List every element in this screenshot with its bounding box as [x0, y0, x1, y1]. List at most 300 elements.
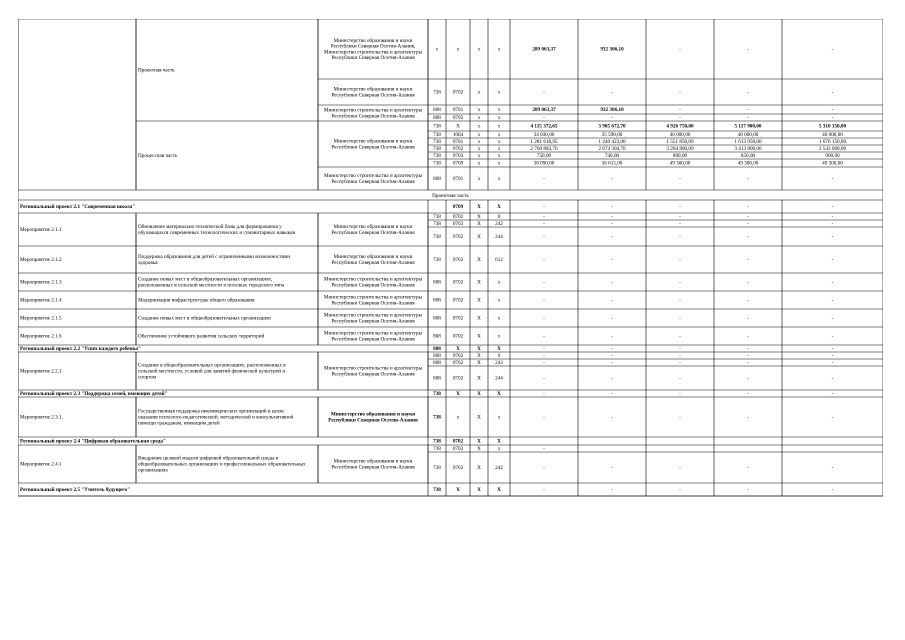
grbs-cell: 738	[433, 139, 441, 146]
value-cell: -	[543, 446, 545, 453]
value-cell: 34 030,00	[533, 132, 555, 139]
value-cell: 3 264 800,00	[666, 146, 694, 153]
grbs-cell: 808	[433, 375, 441, 382]
rzpr-cell: 0702	[452, 257, 464, 264]
value-cell: 49 300,00	[669, 160, 691, 167]
responsible-executor: Министерство образования и науки Республики Северная Осетия-Алания	[331, 254, 415, 266]
vr-cell: х	[497, 315, 501, 322]
csr-cell: Х	[477, 360, 481, 367]
value-cell: -	[679, 353, 681, 360]
measure-name: Мероприятие 2.2.1	[20, 368, 62, 375]
value-cell: 289 063,37	[532, 46, 556, 53]
value-cell: -	[679, 89, 681, 96]
value-cell: -	[611, 315, 613, 322]
csr-cell: Х	[477, 353, 481, 360]
csr-cell: х	[477, 46, 481, 53]
project-title: Региональный проект 2.1 "Современная школа"	[20, 204, 136, 211]
value-cell: -	[831, 297, 834, 304]
value-cell: 1 281 618,95	[530, 139, 558, 146]
value-cell: 1 613 950,00	[734, 139, 762, 146]
grbs-cell: 738	[433, 234, 441, 241]
value-cell: -	[747, 315, 749, 322]
csr-cell: Х	[477, 414, 481, 421]
value-cell: -	[543, 353, 545, 360]
csr-cell: Х	[477, 465, 481, 472]
vr-cell: х	[497, 89, 501, 96]
csr-cell: Х	[477, 204, 481, 211]
value-cell: 932 306,10	[600, 107, 624, 114]
vr-cell: х	[497, 146, 501, 153]
value-cell: -	[747, 46, 749, 53]
value-cell: -	[831, 257, 834, 264]
rzpr-cell: 0702	[452, 115, 464, 122]
value-cell: -	[543, 333, 545, 340]
value-cell: 49 300,00	[822, 160, 843, 167]
value-cell: -	[747, 333, 749, 340]
value-cell: 1 551 850,00	[666, 139, 694, 146]
measure-name: Мероприятие 2.1.1	[20, 227, 62, 234]
value-cell: -	[679, 315, 681, 322]
responsible-executor: Министерство строительства и архитектуры Республики Северная Осетия-Алания	[323, 294, 423, 307]
value-cell: -	[611, 333, 613, 340]
value-cell: -	[679, 487, 681, 494]
value-cell: -	[679, 221, 681, 228]
value-cell: -	[747, 465, 749, 472]
value-cell: -	[747, 487, 749, 494]
value-cell: -	[611, 214, 613, 221]
value-cell: -	[679, 107, 681, 114]
value-cell: -	[679, 279, 681, 286]
responsible-executor: Министерство строительства и архитектуры Республики Северная Осетия-Алания	[323, 173, 423, 185]
grbs-cell: 738	[433, 153, 441, 160]
measure-description: Внедрение целевой модели цифровой образовательной среды в общеобразовательных организациях и профессиональных образовательных организациях	[138, 455, 306, 474]
vr-cell: 242	[495, 221, 503, 228]
value-cell: -	[611, 89, 613, 96]
rzpr-cell: 0703	[452, 153, 464, 160]
grbs-cell: 808	[433, 279, 441, 286]
vr-cell: х	[497, 176, 501, 183]
vr-cell: х	[497, 333, 501, 340]
rzpr-cell: 0702	[452, 214, 464, 221]
rzpr-cell: х	[456, 414, 460, 421]
rzpr-cell: 0702	[452, 438, 464, 445]
vr-cell: 0	[497, 353, 501, 360]
value-cell: 4 926 750,00	[666, 123, 694, 130]
rzpr-cell: Х	[456, 391, 460, 398]
csr-cell: х	[477, 176, 481, 183]
measure-name: Мероприятие 2.1.5	[20, 315, 62, 322]
value-cell: -	[831, 46, 834, 53]
rzpr-cell: 0701	[452, 176, 464, 183]
grbs-cell: 738	[433, 89, 441, 96]
csr-cell: Х	[477, 346, 481, 353]
grbs-cell: х	[435, 46, 439, 53]
grbs-cell: 808	[433, 115, 441, 122]
value-cell: -	[747, 414, 749, 421]
value-cell: -	[543, 375, 545, 382]
measure-name: Мероприятие 2.4.1	[20, 461, 62, 468]
value-cell: 35 590,00	[601, 132, 623, 139]
value-cell: -	[679, 46, 681, 53]
value-cell: -	[831, 221, 834, 228]
csr-cell: Х	[477, 257, 481, 264]
vr-cell: 612	[495, 257, 503, 264]
vr-cell: х	[497, 446, 501, 453]
value-cell: -	[831, 465, 834, 472]
grbs-cell: 808	[433, 353, 441, 360]
value-cell: -	[831, 333, 834, 340]
value-cell: -	[611, 234, 613, 241]
value-cell: -	[611, 375, 613, 382]
value-cell: 750,00	[536, 153, 552, 160]
responsible-executor: Министерство образования и науки Республики Северная Осетия-Алания	[331, 458, 415, 471]
value-cell: -	[611, 297, 613, 304]
value-cell: -	[679, 257, 681, 264]
value-cell: -	[611, 257, 613, 264]
value-cell: -	[611, 391, 613, 398]
csr-cell: Х	[477, 221, 481, 228]
value-cell: -	[747, 346, 749, 353]
csr-cell: х	[477, 107, 481, 114]
value-cell: -	[611, 204, 613, 211]
vr-cell: Х	[497, 346, 501, 353]
project-title: Региональный проект 2.3 "Поддержка семей, имеющих детей"	[20, 391, 168, 398]
measure-description: Процессная часть	[138, 153, 178, 160]
vr-cell: х	[497, 297, 501, 304]
value-cell: -	[831, 375, 834, 382]
value-cell: -	[543, 297, 545, 304]
value-cell: -	[611, 465, 613, 472]
csr-cell: Х	[477, 391, 481, 398]
csr-cell: х	[477, 115, 481, 122]
value-cell: -	[679, 204, 681, 211]
vr-cell: 242	[495, 465, 503, 472]
measure-description: Создание в общеобразовательных организациях, расположенных в сельской местности, условий для занятий физической культурой и спортом	[138, 362, 286, 381]
value-cell: -	[679, 297, 681, 304]
value-cell: -	[543, 176, 545, 183]
value-cell: -	[543, 414, 545, 421]
value-cell: -	[543, 214, 545, 221]
value-cell: -	[543, 346, 545, 353]
rzpr-cell: 0701	[452, 107, 464, 114]
value-cell: -	[543, 315, 545, 322]
grbs-cell: 738	[433, 221, 441, 228]
value-cell: -	[831, 353, 834, 360]
value-cell: -	[831, 107, 834, 114]
project-title: Региональный проект 2.4 "Цифровая образовательная среда"	[20, 438, 166, 445]
csr-cell: Х	[477, 446, 481, 453]
responsible-executor: Министерство образования и науки Республики Северная Осетия-Алания	[328, 411, 418, 424]
value-cell: -	[747, 257, 749, 264]
rzpr-cell: 0702	[452, 234, 464, 241]
grbs-cell: 738	[433, 487, 441, 494]
measure-description: Создание новых мест в общеобразовательных организациях	[138, 315, 272, 322]
rzpr-cell: 0702	[452, 465, 464, 472]
section-title: Проектная часть	[432, 192, 469, 199]
measure-description: Модернизация инфраструктуры общего образования	[138, 297, 255, 304]
vr-cell: х	[497, 414, 501, 421]
value-cell: 740,00	[604, 153, 620, 160]
value-cell: -	[611, 353, 613, 360]
grbs-cell: 738	[433, 414, 441, 421]
value-cell: -	[831, 391, 834, 398]
rzpr-cell: 0709	[452, 204, 464, 211]
value-cell: 850,00	[740, 153, 756, 160]
value-cell: 4 115 372,65	[530, 123, 558, 130]
value-cell: -	[831, 89, 834, 96]
value-cell: 3 413 800,00	[734, 146, 762, 153]
value-cell: -	[831, 414, 834, 421]
value-cell: -	[611, 279, 613, 286]
csr-cell: Х	[477, 297, 481, 304]
value-cell: -	[831, 315, 834, 322]
vr-cell: Х	[497, 204, 501, 211]
value-cell: -	[747, 353, 749, 360]
rzpr-cell: 0702	[452, 353, 464, 360]
value-cell: 932 306,10	[600, 46, 624, 53]
csr-cell: Х	[477, 234, 481, 241]
value-cell: 800,00	[672, 153, 688, 160]
grbs-cell: 738	[433, 465, 441, 472]
measure-name: Мероприятие 2.1.3	[20, 279, 62, 286]
vr-cell: Х	[497, 391, 501, 398]
value-cell: -	[831, 346, 834, 353]
measure-description: Поддержка образования для детей с ограниченными возможностями здоровья	[138, 254, 290, 266]
value-cell: 3 543 600,00	[818, 146, 847, 153]
measure-description: Проектная часть	[138, 67, 175, 74]
responsible-executor: Министерство образования и науки Республики Северная Осетия-Алания	[331, 224, 415, 236]
grbs-cell: 738	[433, 123, 441, 130]
value-cell: -	[611, 115, 613, 122]
csr-cell: Х	[477, 214, 481, 221]
value-cell: 5 310 150,00	[818, 123, 847, 130]
csr-cell: Х	[477, 315, 481, 322]
grbs-cell: 738	[433, 132, 441, 139]
value-cell: -	[543, 257, 545, 264]
csr-cell: Х	[477, 279, 481, 286]
grbs-cell: 808	[433, 360, 441, 367]
vr-cell: х	[497, 123, 501, 130]
value-cell: 900,00	[825, 153, 840, 160]
measure-name: Мероприятие 2.1.4	[20, 297, 62, 304]
value-cell: -	[543, 465, 545, 472]
grbs-cell: 808	[433, 297, 441, 304]
grbs-cell: 808	[433, 107, 441, 114]
csr-cell: Х	[477, 375, 481, 382]
grbs-cell: 738	[433, 214, 441, 221]
rzpr-cell: 0701	[452, 139, 464, 146]
value-cell: -	[611, 221, 613, 228]
vr-cell: Х	[497, 487, 501, 494]
vr-cell: х	[497, 115, 501, 122]
value-cell: -	[611, 176, 613, 183]
value-cell: -	[747, 391, 749, 398]
vr-cell: х	[497, 139, 501, 146]
value-cell: -	[611, 487, 613, 494]
measure-description: Создание новых мест в общеобразовательных организациях, расположенных в сельской местности и поселках городского типа	[138, 276, 285, 289]
value-cell: -	[611, 346, 613, 353]
vr-cell: 244	[495, 234, 503, 241]
value-cell: -	[543, 221, 545, 228]
value-cell: -	[831, 214, 834, 221]
value-cell: -	[831, 234, 834, 241]
responsible-executor: Министерство строительства и архитектуры Республики Северная Осетия-Алания	[323, 276, 423, 289]
value-cell: -	[747, 115, 749, 122]
responsible-executor: Министерство образования и науки Республики Северная Осетия-Алания	[331, 138, 415, 151]
measure-description: Государственная поддержка некоммерческих организаций в целях оказания психолого-педагогической, методической и консультативной помощи гражданам, имеющим детей	[138, 408, 294, 427]
value-cell: -	[679, 115, 681, 122]
table-grid	[18, 19, 883, 575]
responsible-executor: Министерство образования и науки Республики Северная Осетия-Алания	[331, 86, 415, 99]
value-cell: -	[543, 204, 545, 211]
responsible-executor: Министерство строительства и архитектуры Республики Северная Осетия-Алания	[323, 330, 423, 343]
value-cell: -	[747, 360, 749, 367]
value-cell: -	[679, 176, 681, 183]
value-cell: -	[747, 279, 749, 286]
rzpr-cell: х	[456, 46, 460, 53]
rzpr-cell: 0702	[452, 446, 464, 453]
rzpr-cell: 0702	[452, 221, 464, 228]
grbs-cell: 738	[433, 438, 441, 445]
value-cell: -	[679, 234, 681, 241]
project-title: Региональный проект 2.5 "Учитель будущего"	[20, 487, 130, 494]
vr-cell: 244	[495, 375, 503, 382]
vr-cell: 0	[497, 214, 501, 221]
value-cell: -	[543, 487, 545, 494]
value-cell: -	[747, 176, 749, 183]
vr-cell: х	[497, 279, 501, 286]
value-cell: 2 760 883,70	[530, 146, 558, 153]
rzpr-cell: 0702	[452, 375, 464, 382]
value-cell: 40 000,00	[669, 132, 691, 139]
value-cell: -	[831, 487, 834, 494]
rzpr-cell: Х	[456, 487, 460, 494]
rzpr-cell: 0702	[452, 315, 464, 322]
responsible-executor: Министерство строительства и архитектуры Республики Северная Осетия-Алания	[323, 312, 423, 325]
csr-cell: Х	[477, 333, 481, 340]
value-cell: -	[679, 360, 681, 367]
grbs-cell: 808	[433, 176, 441, 183]
grbs-cell: 738	[433, 160, 441, 167]
value-cell: -	[543, 279, 545, 286]
value-cell: 49 300,00	[737, 160, 759, 167]
value-cell: -	[831, 360, 834, 367]
rzpr-cell: 0702	[452, 360, 464, 367]
grbs-cell: 738	[433, 257, 441, 264]
value-cell: -	[831, 176, 834, 183]
value-cell: 5 117 900,00	[734, 123, 762, 130]
value-cell: -	[679, 375, 681, 382]
grbs-cell: 808	[433, 333, 441, 340]
grbs-cell: 738	[433, 391, 441, 398]
rzpr-cell: 1004	[452, 132, 464, 139]
value-cell: 40 000,00	[822, 132, 843, 139]
rzpr-cell: 0702	[452, 146, 464, 153]
value-cell: -	[831, 115, 834, 122]
csr-cell: х	[477, 153, 481, 160]
value-cell: -	[747, 221, 749, 228]
value-cell: -	[543, 89, 545, 96]
value-cell: -	[747, 204, 749, 211]
value-cell: 2 674 304,70	[598, 146, 626, 153]
value-cell: -	[611, 414, 613, 421]
value-cell: -	[747, 234, 749, 241]
value-cell: -	[543, 115, 545, 122]
value-cell: 38 090,00	[533, 160, 555, 167]
value-cell: -	[747, 89, 749, 96]
vr-cell: х	[497, 107, 501, 114]
value-cell: 36 615,00	[601, 160, 623, 167]
csr-cell: х	[477, 89, 481, 96]
grbs-cell: 738	[433, 146, 441, 153]
rzpr-cell: Х	[456, 123, 460, 130]
value-cell: -	[747, 297, 749, 304]
rzpr-cell: 0702	[452, 89, 464, 96]
value-cell: -	[543, 360, 545, 367]
responsible-executor: Министерство строительства и архитектуры Республики Северная Осетия-Алания	[323, 107, 423, 120]
csr-cell: х	[477, 132, 481, 139]
value-cell: -	[543, 234, 545, 241]
project-title: Региональный проект 2.2 "Успех каждого ребенка"	[20, 346, 141, 353]
csr-cell: х	[477, 123, 481, 130]
vr-cell: 243	[495, 360, 503, 367]
value-cell: -	[679, 465, 681, 472]
value-cell: -	[679, 414, 681, 421]
rzpr-cell: Х	[456, 346, 460, 353]
vr-cell: х	[497, 153, 501, 160]
vr-cell: х	[497, 46, 501, 53]
csr-cell: Х	[477, 438, 481, 445]
responsible-executor: Министерство образования и науки Республики Северная Осетия-Алания, Министерство строительства и архитектуры Республики Северная Осетия-Алания	[323, 38, 423, 61]
value-cell: 1 240 423,00	[598, 139, 626, 146]
grbs-cell: 808	[433, 315, 441, 322]
value-cell: -	[679, 214, 681, 221]
vr-cell: х	[497, 160, 501, 167]
measure-name: Мероприятие 2.1.6	[20, 333, 62, 340]
grbs-cell: 738	[433, 446, 441, 453]
measure-name: Мероприятие 2.3.1.	[20, 414, 63, 421]
rzpr-cell: 0702	[452, 333, 464, 340]
csr-cell: х	[477, 160, 481, 167]
measure-description: Обновление материально-технической базы для формирования у обучающихся современных технологических и гуманитарных навыков	[138, 224, 295, 236]
vr-cell: х	[497, 132, 501, 139]
csr-cell: Х	[477, 487, 481, 494]
value-cell: -	[831, 279, 834, 286]
rzpr-cell: 0702	[452, 279, 464, 286]
value-cell: -	[747, 214, 749, 221]
value-cell: 3 985 672,70	[598, 123, 626, 130]
value-cell: -	[747, 107, 749, 114]
csr-cell: х	[477, 139, 481, 146]
value-cell: -	[543, 391, 545, 398]
rzpr-cell: 0702	[452, 297, 464, 304]
measure-description: Обеспечение устойчивого развития сельских территорий	[138, 333, 265, 340]
measure-name: Мероприятие 2.1.2	[20, 257, 62, 264]
grbs-cell: 808	[433, 346, 441, 353]
value-cell: -	[679, 346, 681, 353]
value-cell: -	[747, 375, 749, 382]
value-cell: 1 676 150,00	[818, 139, 847, 146]
value-cell: -	[679, 391, 681, 398]
responsible-executor: Министерство строительства и архитектуры Республики Северная Осетия-Алания	[323, 365, 423, 378]
csr-cell: х	[477, 146, 481, 153]
rzpr-cell: 0709	[452, 160, 464, 167]
value-cell: -	[831, 204, 834, 211]
value-cell: -	[679, 333, 681, 340]
budget-table	[18, 19, 883, 575]
value-cell: 40 000,00	[737, 132, 759, 139]
value-cell: 289 063,37	[532, 107, 556, 114]
